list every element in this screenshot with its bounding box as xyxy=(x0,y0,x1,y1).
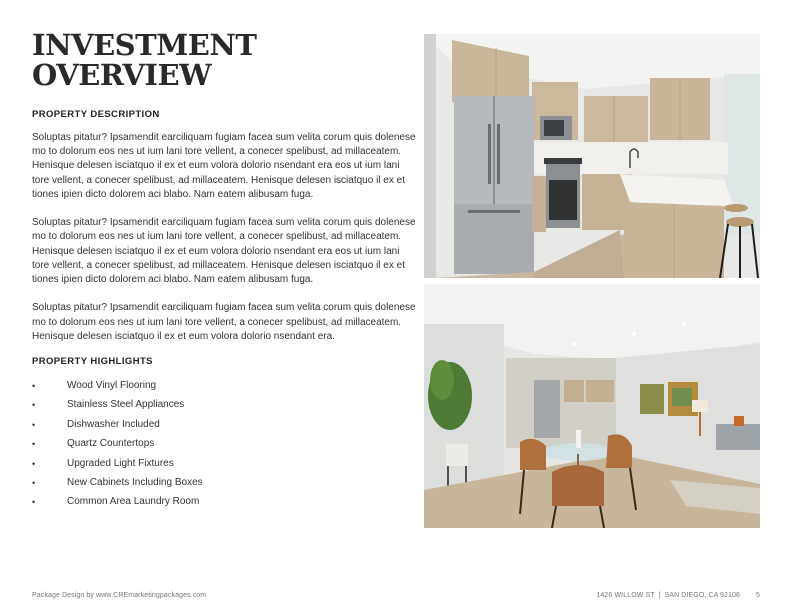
list-item xyxy=(32,398,203,417)
page-number: 5 xyxy=(756,592,760,599)
bullet-icon: • xyxy=(32,439,36,450)
bullet-icon: • xyxy=(32,477,36,488)
list-item xyxy=(32,379,203,398)
highlight-label: Upgraded Light Fixtures xyxy=(67,457,174,469)
list-item xyxy=(32,457,203,476)
bullet-icon: • xyxy=(32,497,36,508)
list-item xyxy=(32,495,203,514)
bullet-icon: • xyxy=(32,419,36,430)
property-description-heading: PROPERTY DESCRIPTION xyxy=(32,109,160,120)
property-highlights-heading: PROPERTY HIGHLIGHTS xyxy=(32,356,153,367)
footer-credit: Package Design by www.CREmarketingpackages.com xyxy=(32,592,207,599)
highlight-label: Stainless Steel Appliances xyxy=(67,399,185,411)
dining-room-photo-illustration xyxy=(424,284,760,528)
list-item xyxy=(32,437,203,456)
footer-address: 1426 WILLOW ST xyxy=(596,592,655,599)
footer-address-block xyxy=(596,592,760,599)
highlight-label: Quartz Countertops xyxy=(67,438,155,450)
kitchen-photo-illustration xyxy=(424,34,760,278)
title-line-2: OVERVIEW xyxy=(32,58,212,92)
page-title xyxy=(32,30,412,90)
highlight-label: New Cabinets Including Boxes xyxy=(67,476,203,488)
bullet-icon: • xyxy=(32,458,36,469)
description-paragraph-2: Soluptas pitatur? Ipsamendit earciliquam fugiam facea sum velita corum quis dolenese mo to dolorum eos nes ut ium lani tore vellent, a conecer spelibust, ad millaceatem. Henisque delesen isciatquo il ex et eum volora dolorio nsendant era eos ut ium lani tore vellent, a conecer spelibust, ad millaceatem. Henisque delesen isciatquo il ex et tiones ipien dicto dolorem aci blabo. Nam eatem alibusam fuga. xyxy=(32,217,416,286)
highlight-label: Dishwasher Included xyxy=(67,418,160,430)
bullet-icon: • xyxy=(32,381,36,391)
description-paragraph-1: Soluptas pitatur? Ipsamendit earciliquam fugiam facea sum velita corum quis dolenese mo to dolorum eos nes ut ium lani tore vellent, a conecer spelibust, ad millaceatem. Henisque delesen isciatquo il ex et eum volora dolorio nsendant era eos ut ium lani tore vellent, a conecer spelibust, ad millaceatem. Henisque delesen isciatquo il ex et tiones ipien dicto dolorem aci blabo. Nam eatem alibusam fuga. xyxy=(32,132,416,200)
footer-separator: | xyxy=(658,592,661,599)
highlights-list xyxy=(32,379,203,515)
kitchen-photo xyxy=(424,34,760,278)
highlight-label: Common Area Laundry Room xyxy=(67,496,200,508)
list-item xyxy=(32,418,203,437)
list-item xyxy=(32,476,203,495)
title-line-1: INVESTMENT xyxy=(32,28,257,62)
bullet-icon: • xyxy=(32,400,36,411)
description-paragraph-3: Soluptas pitatur? Ipsamendit earciliquam fugiam facea sum velita corum quis dolenese mo to dolorum eos nes ut ium lani tore vellent, a conecer spelibust, ad millaceatem. Henisque delesen isciatquo il ex et eum volora dolorio nsendant era. xyxy=(32,302,416,342)
property-description xyxy=(32,131,416,358)
dining-room-photo xyxy=(424,284,760,528)
highlight-label: Wood Vinyl Flooring xyxy=(67,380,157,391)
footer-city: SAN DIEGO, CA 92106 xyxy=(664,592,740,599)
